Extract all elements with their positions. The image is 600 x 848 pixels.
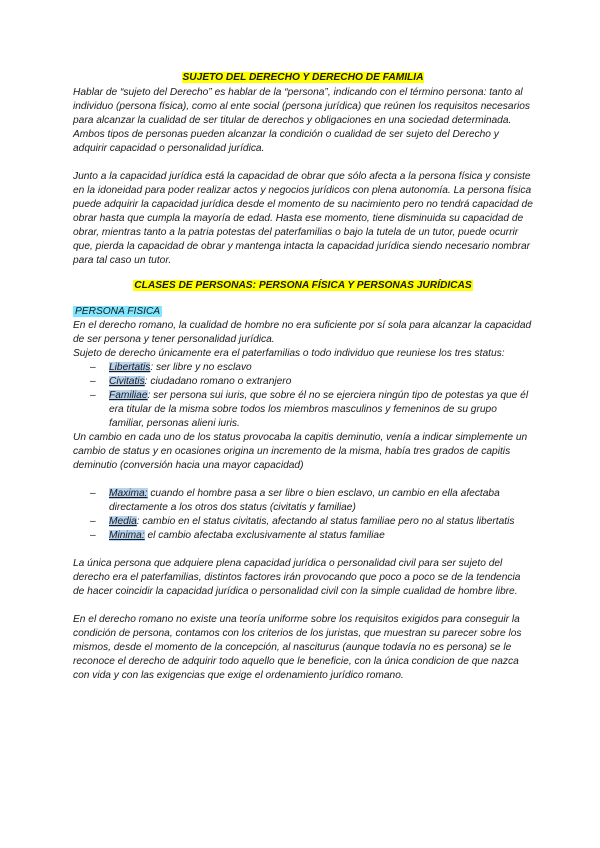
list-item: – Media: cambio en el status civitatis, afectando al status familiae pero no al status libertatis	[73, 515, 533, 529]
list-item: – Maxima: cuando el hombre pasa a ser libre o bien esclavo, un cambio en ella afectaba directamente a los otros dos status (civitatis y familiae)	[73, 487, 533, 515]
paragraph: La única persona que adquiere plena capacidad jurídica o personalidad civil para ser sujeto del derecho era el paterfamilias, distintos factores irán provocando que poco a poco se de la tendencia de hacer coincidir la capacidad jurídica o personalidad civil con la simple cualidad de hombre libre.	[73, 558, 521, 597]
section-title: CLASES DE PERSONAS: PERSONA FÍSICA Y PERSONAS JURÍDICAS	[134, 280, 472, 291]
paragraph: Sujeto de derecho únicamente era el paterfamilias o todo individuo que reuniese los tres status:	[73, 348, 505, 359]
paragraph: En el derecho romano no existe una teoría uniforme sobre los requisitos exigidos para conseguir la condición de persona, contamos con los criterios de los juristas, que muestran su parecer sobre los mismos, desde el momento de la concepción, al nasciturus (aunque todavía no es persona) se le reconoce el derecho de adquirir todo aquello que le beneficie, con la única condicion de que nazca con vida y con las exigencias que exige el ordenamiento jurídico romano.	[73, 614, 522, 681]
grades-list	[73, 487, 533, 543]
section-title: SUJETO DEL DERECHO Y DERECHO DE FAMILIA	[182, 72, 424, 83]
paragraph: Junto a la capacidad jurídica está la capacidad de obrar que sólo afecta a la persona física y consiste en la idoneidad para poder realizar actos y negocios jurídicos con plena autonomía. La persona física puede adquirir la capacidad jurídica desde el momento de su nacimiento pero no tendrá capacidad de obrar hasta que cumpla la mayoría de edad. Hasta ese momento, tiene disminuida su capacidad de obrar, mientras tanto a la patria potestas del paterfamilias o bajo la tutela de un tutor, puede ocurrir que, pierda la capacidad de obrar y mantenga intacta la capacidad jurídica siendo necesario nombrar para tal caso un tutor.	[73, 171, 533, 266]
list-item: – Libertatis: ser libre y no esclavo	[73, 361, 533, 375]
paragraph: En el derecho romano, la cualidad de hombre no era suficiente por sí sola para alcanzar la capacidad de ser persona y tener personalidad jurídica.	[73, 320, 532, 345]
subheading: PERSONA FISICA	[75, 306, 161, 317]
paragraph: Un cambio en cada uno de los status provocaba la capitis deminutio, venía a indicar simplemente un cambio de status y en ocasiones origina un incremento de la misma, había tres grados de capitis deminutio (conversión hacia una mayor capacidad)	[73, 432, 528, 471]
list-item: – Familiae: ser persona sui iuris, que sobre él no se ejerciera ningún tipo de potestas ya que él era titular de la misma sobre todos los miembros masculinos y femeninos de su grupo familiar, personas alieni iuris.	[73, 389, 533, 431]
list-item: – Minima: el cambio afectaba exclusivamente al status familiae	[73, 529, 533, 543]
status-list	[73, 361, 533, 431]
paragraph: Hablar de “sujeto del Derecho” es hablar de la “persona”, indicando con el término persona: tanto al individuo (persona física), como al ente social (persona jurídica) que reúnen los requisitos necesarios para alcanzar la cualidad de ser titular de derechos y obligaciones en una sociedad determinada. Ambos tipos de personas pueden alcanzar la condición o cualidad de ser sujeto del Derecho y adquirir capacidad o personalidad jurídica.	[73, 87, 530, 154]
list-item: – Civitatis: ciudadano romano o extranjero	[73, 375, 533, 389]
document-body	[73, 71, 533, 683]
